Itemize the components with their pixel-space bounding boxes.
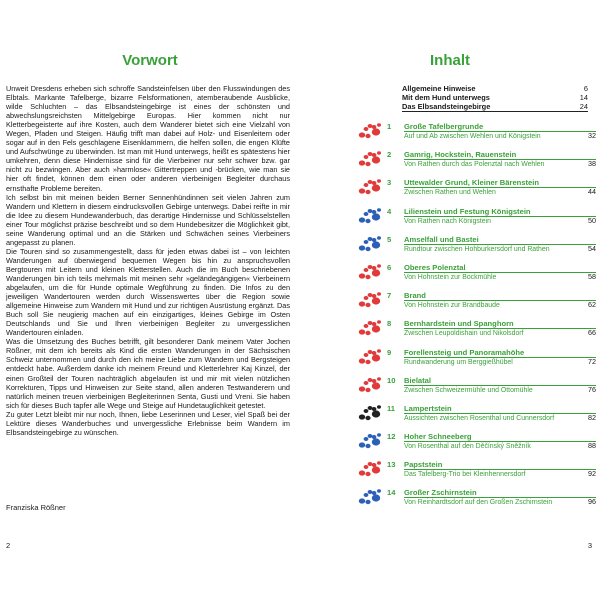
tour-number: 2 — [387, 150, 392, 160]
tour-entry[interactable] — [358, 232, 596, 260]
tour-entry[interactable] — [358, 288, 596, 316]
tour-page: 62 — [588, 300, 596, 310]
tour-subtitle: Von Hohnstein zur Bockmühle — [404, 272, 596, 281]
tour-number: 13 — [387, 460, 396, 470]
tour-title: Papststein — [404, 460, 443, 470]
tour-title: Oberes Polenztal — [404, 262, 466, 272]
paw-print-icon — [358, 177, 384, 197]
contents-entry[interactable] — [402, 84, 588, 93]
tour-entry[interactable] — [358, 345, 596, 373]
tour-subtitle: Von Rathen durch das Polenztal nach Wehlen — [404, 159, 596, 168]
tour-number: 4 — [387, 206, 392, 216]
tour-title: Bielatal — [404, 375, 432, 385]
foreword-paragraph: Zu guter Letzt bleibt mir nur noch, Ihnen, liebe Leserinnen und Leser, viel Spaß bei der Lektüre dieses Wanderbuches und unvergessliche Erlebnisse beim Wandern im Elbsandsteingebirge zu wünschen. — [6, 409, 290, 437]
paw-print-icon — [358, 403, 384, 423]
tour-page: 82 — [588, 412, 596, 422]
paw-print-icon — [358, 262, 384, 282]
tour-title: Amselfall und Bastei — [404, 234, 479, 244]
tour-page: 44 — [588, 187, 596, 197]
foreword-paragraph: Ich selbst bin mit meinen beiden Berner Sennenhündinnen seit vielen Jahren zum Wandern und Klettern in diesem eindrucksvollen Gebirge unterwegs. Dabei reifte in mir die Idee zu diesem Hundewanderbuch, das derartige Hindernisse und Schlüsselstellen einer Tour möglichst präzise beschreibt und so dem Hundebesitzer die Möglichkeit gibt, seine Wanderung optimal und an die Stärken und Schwächen seines Vierbeiners angepasst zu planen. — [6, 192, 290, 247]
tour-title: Uttewalder Grund, Kleiner Bärenstein — [404, 178, 540, 188]
paw-print-icon — [358, 347, 384, 367]
tour-entry[interactable] — [358, 429, 596, 457]
page-number-right: 3 — [587, 541, 592, 550]
tour-entry[interactable] — [358, 204, 596, 232]
tour-entry[interactable] — [358, 119, 596, 147]
tour-page: 38 — [588, 159, 596, 169]
tour-title: Hoher Schneeberg — [404, 432, 472, 442]
tour-entry[interactable] — [358, 147, 596, 175]
contents-heading: Inhalt — [430, 52, 470, 69]
author-signature: Franziska Rößner — [6, 503, 66, 512]
tour-title: Großer Zschirnstein — [404, 488, 477, 498]
paw-print-icon — [358, 431, 384, 451]
page-number-left: 2 — [6, 541, 11, 550]
tour-subtitle: Zwischen Rathen und Wehlen — [404, 187, 596, 196]
tour-number: 12 — [387, 432, 396, 442]
tour-subtitle: Rundtour zwischen Hohburkersdorf und Rathen — [404, 244, 596, 253]
paw-print-icon — [358, 121, 384, 141]
tour-page: 54 — [588, 243, 596, 253]
paw-print-icon — [358, 234, 384, 254]
tour-page: 72 — [588, 356, 596, 366]
tour-entry[interactable] — [358, 316, 596, 344]
tour-title: Bernhardstein und Spanghorn — [404, 319, 514, 329]
foreword-paragraph: Die Touren sind so zusammengestellt, dass für jeden etwas dabei ist – von leichten Wanderungen auf überwiegend bequemen Wegen bis hin zu anspruchsvollen Bergtouren mit Leitern und kleinen Kletterstellen. Auch die im Buch beschriebenen Wanderungen bin ich teils mehrmals mit meinen sehr »geländegängigen« Vierbeinern abgelaufen, um die für Hunde optimale Wegführung zu finden. Die Infos zu den jeweiligen Wandertouren werden durch Wissenswertes über die Region sowie allgemeine Hinweise zum Wandern mit Hund und zur richtigen Ausrüstung ergänzt. Das Buch soll Sie neugierig machen auf ein einzigartiges, kleines Gebirge im Osten Deutschlands und Sie und Ihren vierbeinigen Begleiter zu unvergesslichen Wandertouren einladen. — [6, 246, 290, 338]
tour-title: Lilienstein und Festung Königstein — [404, 206, 531, 216]
tour-entry[interactable] — [358, 175, 596, 203]
tour-page: 66 — [588, 328, 596, 338]
tour-subtitle: Zwischen Leupoldishain und Nikolsdorf — [404, 328, 596, 337]
contents-entry[interactable] — [402, 102, 588, 112]
tour-number: 5 — [387, 234, 392, 244]
tour-page: 96 — [588, 497, 596, 507]
tour-page: 76 — [588, 384, 596, 394]
foreword-paragraph: Unweit Dresdens erheben sich schroffe Sandsteinfelsen über den Flusswindungen des Elbtals. Markante Tafelberge, bizarre Felsformationen, atemberaubende Ausblicke, wilde Schluchten – das Elbsandsteingebirge ist eines der schönsten und abwechslungsreichsten Mittelgebirge Europas. Hier kommen nicht nur Kletterbegeisterte auf ihre Kosten, auch dem Wanderer bietet sich eine Vielzahl von Wegen, Pfaden und Steigen. Häufig trifft man dabei auf Holz- und Eisenleitern oder sogar auf in den Fels geschlagene Eisenklammern, die helfen sollen, die engen Klüfte und Aufschwünge zu überwinden. Ist man mit Hund unterwegs, heißt es spätestens hier umkehren, denn diese Hindernisse sind für die Vierbeiner nur sehr schwer bzw. gar nicht zu bezwingen. Aber auch »harmlose« Gittertreppen und -brücken, wie man sie hier oft findet, können dem einen oder anderen vierbeinigen Begleiter durchaus ernsthafte Probleme bereiten. — [6, 84, 290, 193]
tour-title: Gamrig, Hockstein, Rauenstein — [404, 150, 517, 160]
contents-entry-label: Allgemeine Hinweise — [402, 84, 476, 93]
general-contents — [402, 84, 588, 112]
tour-subtitle: Aussichten zwischen Rosenthal und Cunnersdorf — [404, 413, 596, 422]
tour-number: 3 — [387, 178, 392, 188]
contents-entry-label: Mit dem Hund unterwegs — [402, 93, 490, 102]
tour-number: 1 — [387, 122, 392, 131]
right-page — [300, 0, 600, 600]
paw-print-icon — [358, 290, 384, 310]
foreword-heading: Vorwort — [122, 52, 178, 69]
tour-entry[interactable] — [358, 373, 596, 401]
tour-number: 7 — [387, 291, 392, 301]
paw-print-icon — [358, 149, 384, 169]
tour-title: Lampertstein — [404, 403, 452, 413]
tour-number: 8 — [387, 319, 392, 329]
foreword-text — [6, 84, 290, 437]
contents-entry-page: 24 — [579, 102, 588, 111]
contents-entry-page: 6 — [583, 84, 588, 93]
paw-print-icon — [358, 375, 384, 395]
tour-entry[interactable] — [358, 260, 596, 288]
paw-print-icon — [358, 487, 384, 507]
contents-entry[interactable] — [402, 93, 588, 102]
tour-subtitle: Von Hohnstein zur Brandbaude — [404, 300, 596, 309]
tour-subtitle: Zwischen Schweizermühle und Ottomühle — [404, 385, 596, 394]
tour-title: Brand — [404, 291, 426, 301]
tour-title: Große Tafelbergrunde — [404, 122, 484, 131]
tour-page: 50 — [588, 215, 596, 225]
tour-page: 58 — [588, 271, 596, 281]
tour-number: 14 — [387, 488, 396, 498]
tour-number: 10 — [387, 375, 396, 385]
tour-page: 32 — [588, 131, 596, 140]
tour-subtitle: Auf und Ab zwischen Wehlen und Königstein — [404, 131, 596, 140]
tour-subtitle: Von Rathen nach Königstein — [404, 216, 596, 225]
contents-entry-page: 14 — [579, 93, 588, 102]
tour-number: 9 — [387, 347, 392, 357]
paw-print-icon — [358, 318, 384, 338]
tour-number: 6 — [387, 262, 392, 272]
tour-list — [358, 119, 596, 514]
paw-print-icon — [358, 459, 384, 479]
tour-subtitle: Von Reinhardtsdorf auf den Großen Zschirnstein — [404, 497, 596, 506]
tour-subtitle: Von Rosenthal auf den Děčínský Sněžník — [404, 441, 596, 450]
tour-title: Forellensteig und Panoramahöhe — [404, 347, 525, 357]
tour-entry[interactable] — [358, 485, 596, 513]
paw-print-icon — [358, 206, 384, 226]
foreword-paragraph: Was die Umsetzung des Buches betrifft, gilt besonderer Dank meinem Vater Jochen Rößner, mit dem ich bereits als Kind die ersten Wanderungen in der Sächsischen Schweiz unternommen und durch den ich meine Liebe zum Wandern und Bergsteigen entdeckt habe. Außerdem danke ich meinem Freund und Kletterlehrer Kaj Kinzel, der einen Großteil der Touren nachträglich abgelaufen ist und mir mit vielen nützlichen Korrekturen, Tipps und Hinweisen zur Seite stand, allen anderen Testwanderern und natürlich meinen treuen vierbeinigen Begleiterinnen Senta, Gusti und Vreni. Sie haben sich für dieses Buch tapfer alle Wege und Steige auf Hundetauglichkeit getestet. — [6, 337, 290, 410]
tour-subtitle: Das Tafelberg-Trio bei Kleinhennersdorf — [404, 469, 596, 478]
tour-entry[interactable] — [358, 401, 596, 429]
tour-number: 11 — [387, 403, 396, 413]
contents-entry-label: Das Elbsandsteingebirge — [402, 102, 491, 111]
tour-page: 88 — [588, 441, 596, 451]
tour-subtitle: Rundwanderung um Berggießhübel — [404, 357, 596, 366]
tour-entry[interactable] — [358, 457, 596, 485]
tour-page: 92 — [588, 469, 596, 479]
